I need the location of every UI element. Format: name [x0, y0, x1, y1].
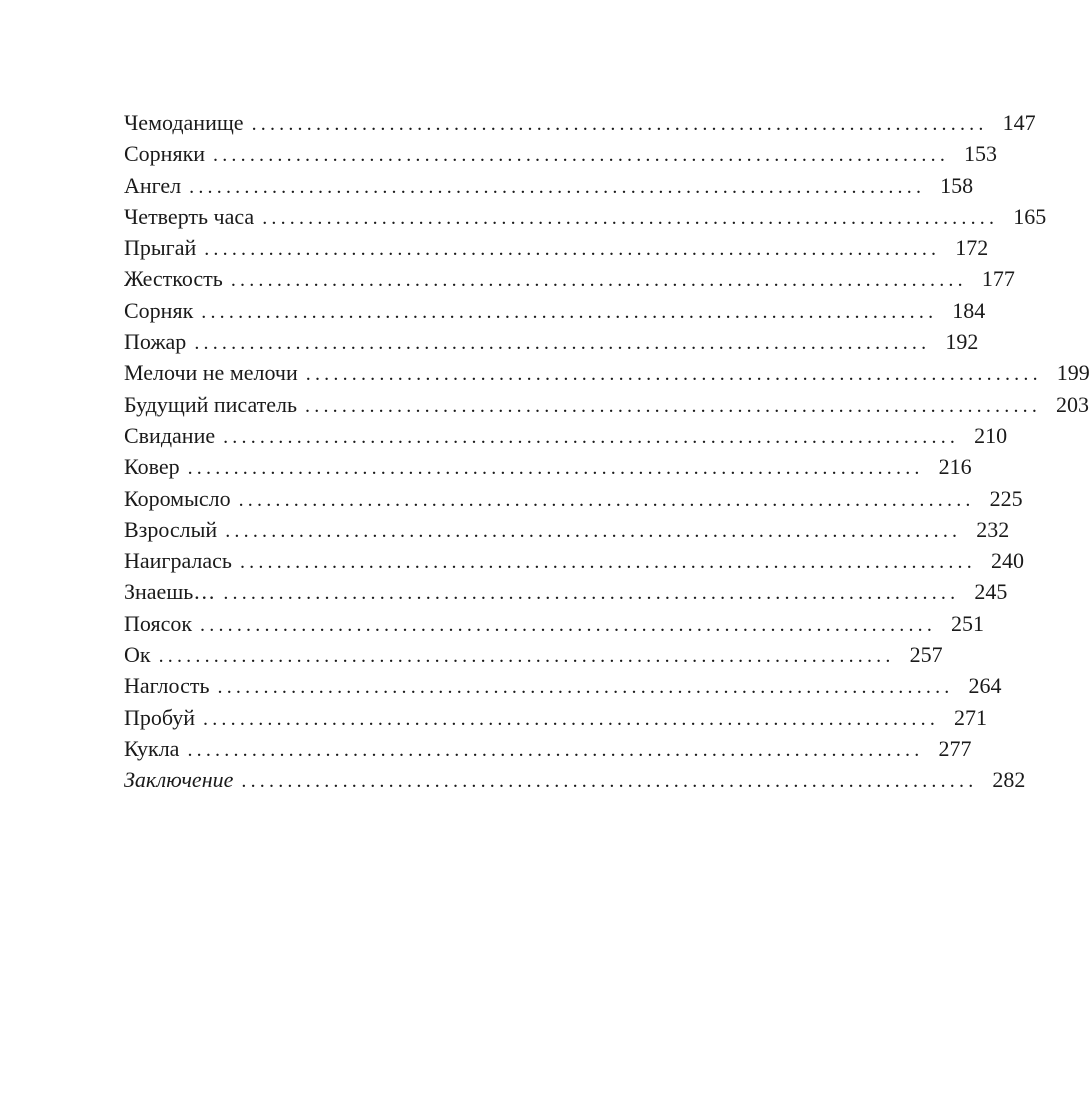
toc-entry-title: Взрослый: [124, 516, 218, 542]
toc-entry-title: Четверть часа: [124, 203, 255, 229]
toc-entry: [124, 702, 988, 733]
toc-entry: [124, 326, 979, 357]
toc-entry-title: Наигралась: [124, 548, 232, 574]
toc-entry-title: Ковер: [124, 454, 180, 480]
toc-entry-page: 257: [909, 642, 943, 668]
toc-entry-page: 165: [1013, 203, 1047, 229]
toc-leader-dots: ................................................................................: [204, 238, 941, 261]
toc-leader-dots: ................................................................................: [217, 676, 954, 699]
toc-entry: [124, 138, 998, 169]
toc-entry: [124, 764, 1026, 795]
toc-entry-title: Сорняк: [124, 297, 194, 323]
toc-leader-dots: ................................................................................: [251, 113, 988, 135]
toc-entry-page: 203: [1056, 391, 1090, 417]
toc-leader-dots: ................................................................................: [200, 613, 937, 636]
toc-entry: [124, 639, 943, 670]
toc-entry: [124, 451, 972, 482]
toc-entry-page: 199: [1056, 360, 1090, 386]
toc-leader-dots: ................................................................................: [194, 332, 931, 355]
toc-entry: [124, 107, 1036, 138]
toc-entry: [124, 733, 972, 764]
toc-leader-dots: ................................................................................: [241, 770, 978, 793]
toc-entry: [124, 201, 1047, 232]
toc-entry: [124, 389, 1090, 420]
toc-entry-page: 158: [940, 172, 974, 198]
toc-leader-dots: ................................................................................: [158, 645, 895, 668]
table-of-contents: [124, 107, 1090, 796]
toc-entry-title: Мелочи не мелочи: [124, 360, 298, 386]
toc-leader-dots: ................................................................................: [262, 206, 999, 229]
toc-leader-dots: ................................................................................: [230, 269, 967, 292]
toc-entry-title: Коромысло: [124, 485, 231, 511]
toc-entry-title: Свидание: [124, 422, 216, 448]
toc-leader-dots: ................................................................................: [225, 519, 962, 542]
toc-entry-page: 216: [938, 454, 972, 480]
toc-entry: [124, 420, 1008, 451]
toc-leader-dots: ................................................................................: [305, 394, 1042, 417]
toc-entry-page: 192: [945, 329, 979, 355]
toc-leader-dots: ................................................................................: [305, 363, 1042, 386]
toc-leader-dots: ................................................................................: [203, 707, 940, 730]
toc-entry-page: 251: [951, 610, 985, 636]
toc-entry: [124, 545, 1024, 576]
toc-entry-page: 245: [974, 579, 1008, 605]
toc-entry-page: 282: [992, 767, 1026, 793]
toc-entry-page: 277: [938, 735, 972, 761]
toc-leader-dots: ................................................................................: [201, 300, 938, 323]
toc-entry-page: 172: [955, 235, 989, 261]
toc-entry-page: 232: [976, 516, 1010, 542]
toc-entry: [124, 576, 1008, 607]
toc-entry-title: Ангел: [124, 172, 182, 198]
toc-entry-title: Наглость: [124, 673, 210, 699]
toc-leader-dots: ................................................................................: [223, 425, 960, 448]
toc-entry-title: Заключение: [124, 767, 234, 793]
toc-entry-page: 147: [1002, 110, 1036, 135]
toc-entry-title: Кукла: [124, 735, 180, 761]
toc-entry-title: Ок: [124, 642, 151, 668]
toc-entry-page: 240: [990, 548, 1024, 574]
toc-leader-dots: ................................................................................: [187, 457, 924, 480]
toc-entry-title: Пробуй: [124, 704, 196, 730]
toc-entry: [124, 608, 985, 639]
toc-entry: [124, 263, 1015, 294]
toc-entry-page: 184: [952, 297, 986, 323]
toc-leader-dots: ................................................................................: [239, 551, 976, 574]
toc-leader-dots: ................................................................................: [223, 582, 960, 605]
toc-entry: [124, 357, 1090, 388]
toc-entry: [124, 295, 986, 326]
toc-entry-page: 177: [981, 266, 1015, 292]
toc-entry-title: Чемоданище: [124, 110, 244, 135]
toc-entry-page: 264: [968, 673, 1002, 699]
toc-leader-dots: ................................................................................: [189, 175, 926, 198]
toc-entry-page: 153: [964, 141, 998, 167]
toc-leader-dots: ................................................................................: [238, 488, 975, 511]
toc-entry-page: 210: [974, 422, 1008, 448]
toc-entry-page: 271: [954, 704, 988, 730]
toc-entry-title: Будущий писатель: [124, 391, 298, 417]
toc-entry-title: Прыгай: [124, 235, 197, 261]
toc-leader-dots: ................................................................................: [187, 738, 924, 761]
toc-entry: [124, 232, 989, 263]
toc-entry: [124, 514, 1010, 545]
toc-entry-title: Знаешь…: [124, 579, 216, 605]
toc-entry: [124, 670, 1002, 701]
toc-entry: [124, 483, 1023, 514]
toc-entry-title: Жесткость: [124, 266, 223, 292]
toc-entry: [124, 170, 974, 201]
toc-entry-title: Поясок: [124, 610, 193, 636]
toc-leader-dots: ................................................................................: [213, 144, 950, 167]
toc-entry-title: Пожар: [124, 329, 187, 355]
toc-entry-title: Сорняки: [124, 141, 206, 167]
toc-entry-page: 225: [989, 485, 1023, 511]
